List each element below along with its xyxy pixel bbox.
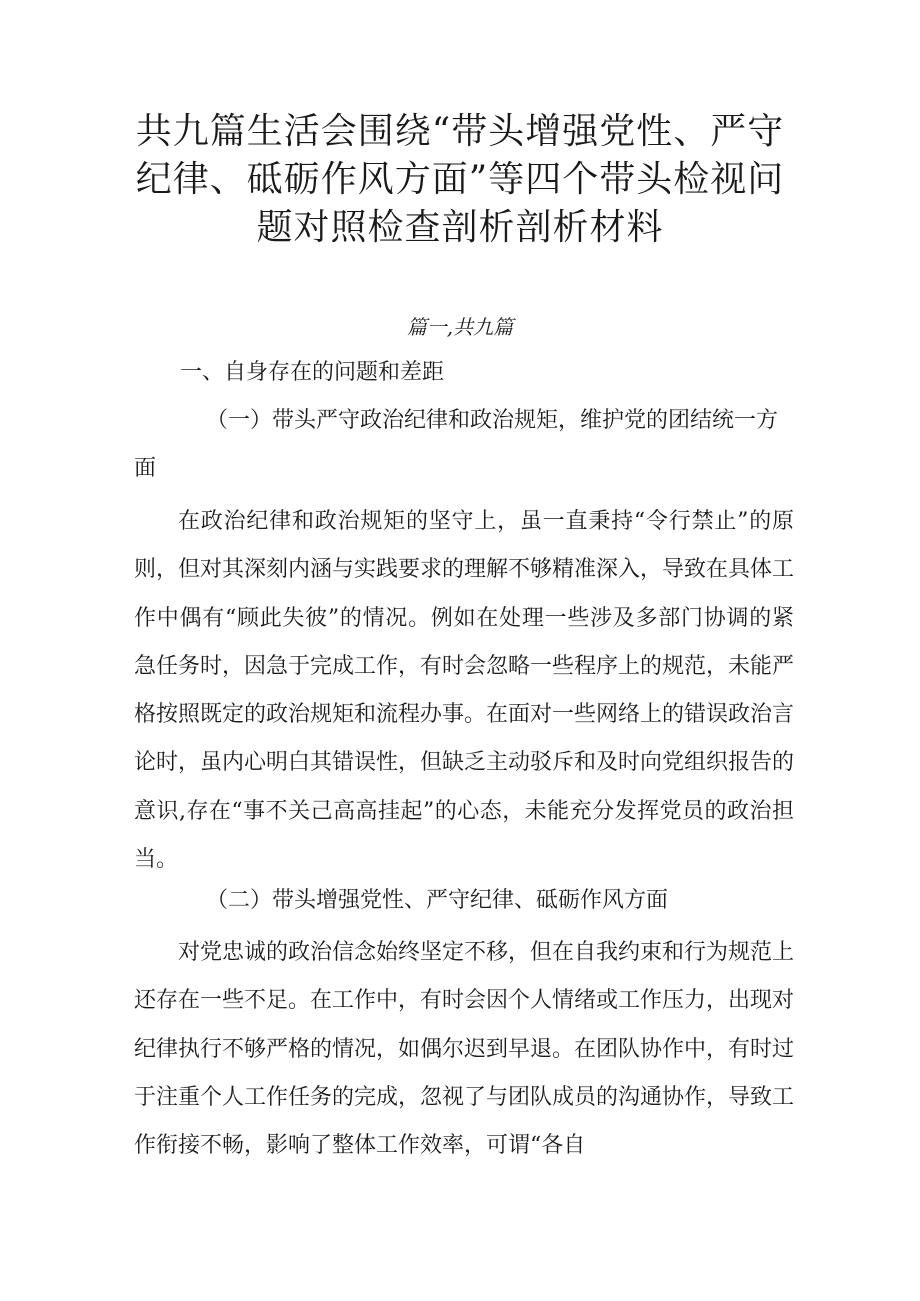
item1-heading-line2: 面 bbox=[134, 456, 157, 481]
item1-heading-line1: （一）带头严守政治纪律和政治规矩，维护党的团结统一方 bbox=[206, 408, 779, 433]
document-subtitle: 篇一,共九篇 bbox=[406, 315, 514, 339]
item1-paragraph: 在政治纪律和政治规矩的坚守上，虽一直秉持“令行禁止”的原则，但对其深刻内涵与实践要求的理解不够精准深入，导致在具体工作中偶有“顾此失彼”的情况。例如在处理一些涉及多部门协调的紧急任务时，因急于完成工作，有时会忽略一些程序上的规范，未能严格按照既定的政治规矩和流程办事。在面对一些网络上的错误政治言论时，虽内心明白其错误性，但缺乏主动驳斥和及时向党组织报告的意识,存在“事不关己高高挂起”的心态，未能充分发挥党员的政治担当。 bbox=[134, 509, 795, 873]
item2-heading: （二）带头增强党性、严守纪律、砥砺作风方面 bbox=[206, 888, 669, 913]
section-heading: 一、自身存在的问题和差距 bbox=[180, 360, 445, 385]
document-title: 共九篇生活会围绕“带头增强党性、严守纪律、砥砺作风方面”等四个带头检视问题对照检查剖析剖析材料 bbox=[135, 111, 785, 248]
item2-paragraph: 对党忠诚的政治信念始终坚定不移，但在自我约束和行为规范上还存在一些不足。在工作中，有时会因个人情绪或工作压力，出现对纪律执行不够严格的情况，如偶尔迟到早退。在团队协作中，有时过于注重个人工作任务的完成，忽视了与团队成员的沟通协作，导致工作衔接不畅，影响了整体工作效率，可谓“各自 bbox=[134, 940, 795, 1159]
